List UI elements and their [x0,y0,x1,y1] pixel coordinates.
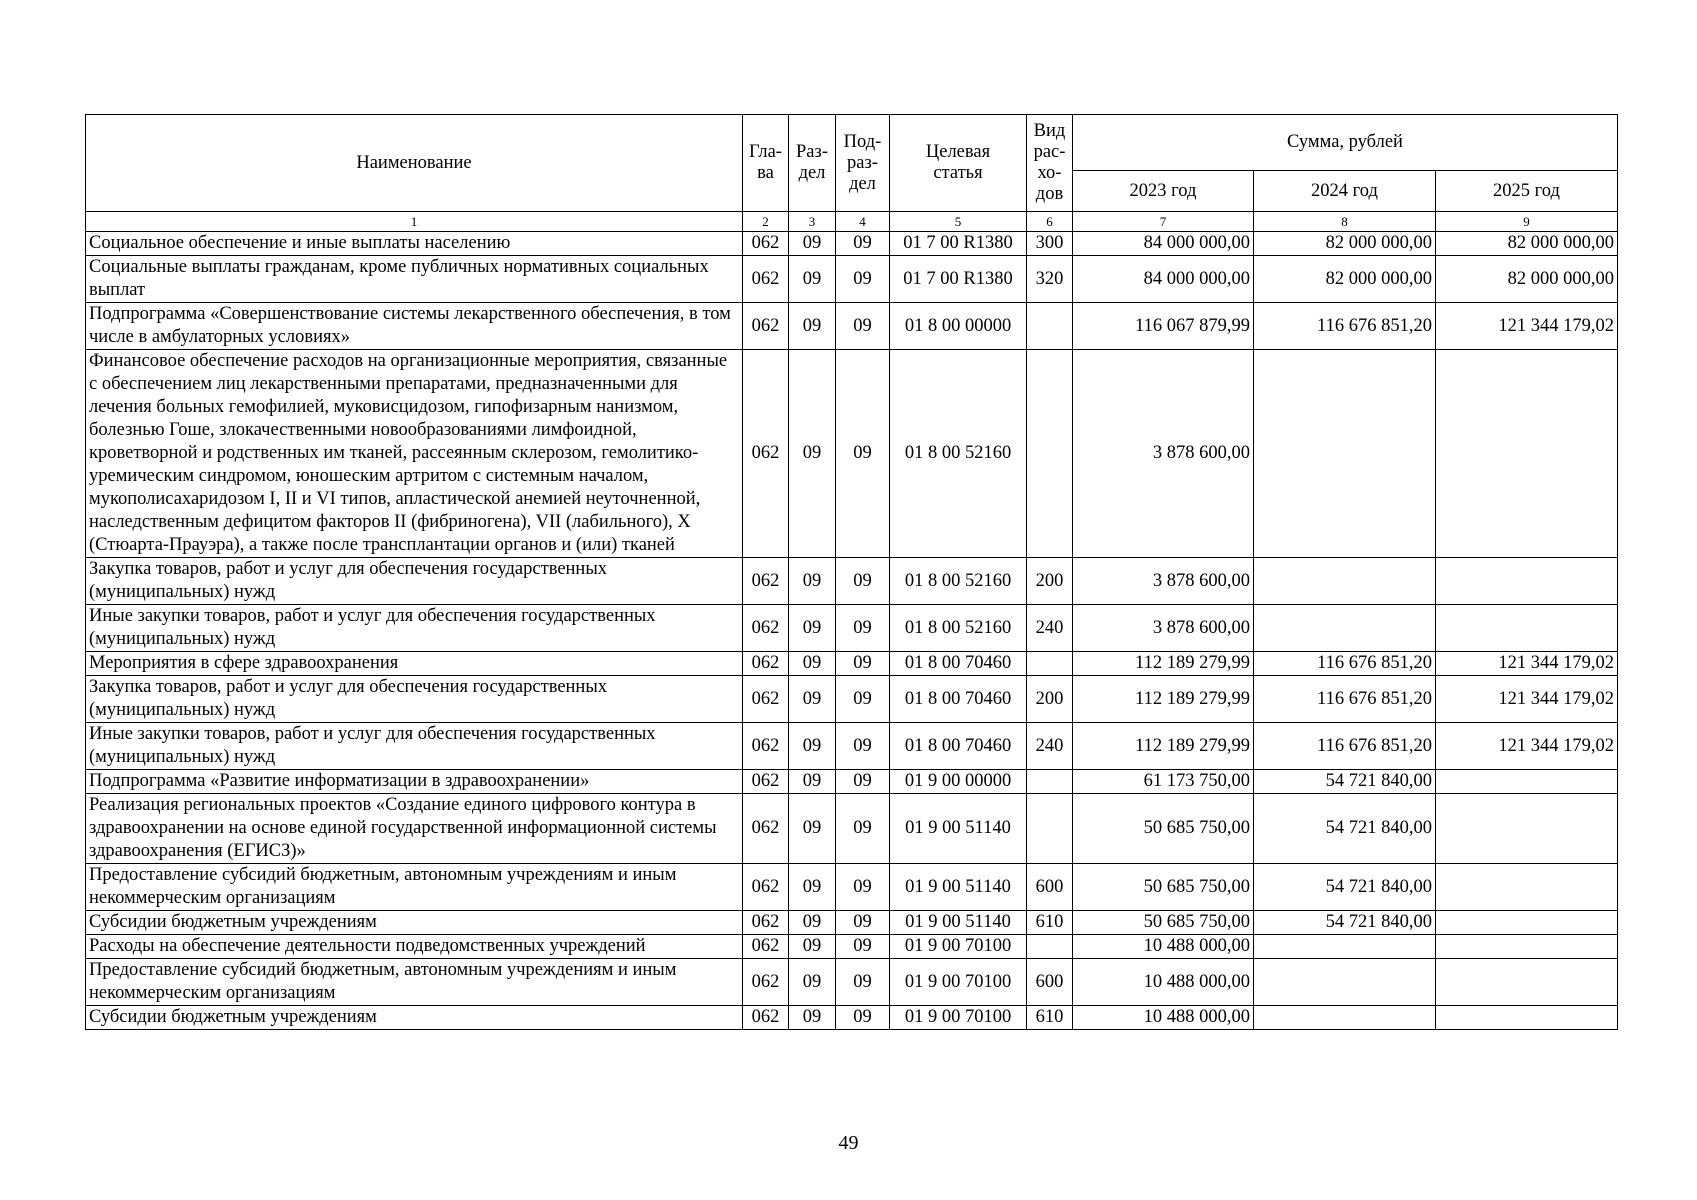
header-expense-type: Вид рас- хо- дов [1027,115,1073,212]
table-row [86,911,1618,935]
row-expense-type [1027,935,1073,959]
row-subsection: 09 [836,723,890,770]
row-amount-2024 [1254,350,1436,558]
row-subsection: 09 [836,303,890,350]
row-section: 09 [789,723,836,770]
row-expense-type [1027,770,1073,794]
row-name: Финансовое обеспечение расходов на организационные мероприятия, связанные с обеспечением лиц лекарственными препаратами, предназначенными для лечения больных гемофилией, муковисцидозом, гипофизарным нанизмом, болезнью Гоше, злокачественными новообразованиями лимфоидной, кроветворной и родственных им тканей, рассеянным склерозом, гемолитико-уремическим синдромом, юношеским артритом с системным началом, мукополисахаридозом I, II и VI типов, апластической анемией неуточненной, наследственным дефицитом факторов II (фибриногена), VII (лабильного), X (Стюарта-Прауэра), а также после трансплантации органов и (или) тканей [86,350,743,558]
budget-table [85,114,1618,1030]
row-expense-type [1027,350,1073,558]
row-amount-2024: 54 721 840,00 [1254,794,1436,864]
row-expense-type [1027,794,1073,864]
row-subsection: 09 [836,676,890,723]
header-year-2024: 2024 год [1254,171,1436,212]
column-number: 3 [789,212,836,232]
header-chapter: Гла- ва [743,115,789,212]
row-section: 09 [789,770,836,794]
row-chapter: 062 [743,935,789,959]
row-subsection: 09 [836,911,890,935]
row-amount-2024: 116 676 851,20 [1254,723,1436,770]
row-amount-2024: 116 676 851,20 [1254,652,1436,676]
row-chapter: 062 [743,794,789,864]
header-section: Раз- дел [789,115,836,212]
row-amount-2024: 82 000 000,00 [1254,232,1436,256]
row-section: 09 [789,303,836,350]
row-name: Иные закупки товаров, работ и услуг для обеспечения государственных (муниципальных) нужд [86,605,743,652]
row-chapter: 062 [743,558,789,605]
row-name: Субсидии бюджетным учреждениям [86,1006,743,1030]
row-amount-2025 [1436,1006,1618,1030]
row-target-article: 01 8 00 52160 [890,350,1027,558]
row-amount-2023: 10 488 000,00 [1073,1006,1254,1030]
row-amount-2024 [1254,1006,1436,1030]
row-amount-2024 [1254,959,1436,1006]
row-amount-2023: 10 488 000,00 [1073,959,1254,1006]
table-row [86,232,1618,256]
row-amount-2025 [1436,864,1618,911]
row-target-article: 01 9 00 51140 [890,794,1027,864]
row-subsection: 09 [836,770,890,794]
row-amount-2024 [1254,558,1436,605]
row-subsection: 09 [836,935,890,959]
row-amount-2025: 121 344 179,02 [1436,723,1618,770]
row-amount-2023: 3 878 600,00 [1073,350,1254,558]
row-target-article: 01 8 00 00000 [890,303,1027,350]
row-subsection: 09 [836,256,890,303]
row-target-article: 01 8 00 70460 [890,652,1027,676]
table-row [86,723,1618,770]
row-subsection: 09 [836,794,890,864]
row-target-article: 01 7 00 R1380 [890,256,1027,303]
column-number: 6 [1027,212,1073,232]
row-expense-type: 240 [1027,605,1073,652]
row-target-article: 01 8 00 70460 [890,723,1027,770]
table-row [86,350,1618,558]
row-target-article: 01 9 00 51140 [890,911,1027,935]
row-chapter: 062 [743,864,789,911]
row-amount-2024: 116 676 851,20 [1254,676,1436,723]
row-expense-type: 300 [1027,232,1073,256]
row-expense-type: 600 [1027,959,1073,1006]
row-amount-2025 [1436,350,1618,558]
row-target-article: 01 8 00 52160 [890,558,1027,605]
row-amount-2025 [1436,770,1618,794]
row-name: Социальные выплаты гражданам, кроме публичных нормативных социальных выплат [86,256,743,303]
row-amount-2024: 116 676 851,20 [1254,303,1436,350]
row-name: Расходы на обеспечение деятельности подведомственных учреждений [86,935,743,959]
row-amount-2023: 50 685 750,00 [1073,864,1254,911]
row-expense-type [1027,303,1073,350]
row-amount-2023: 61 173 750,00 [1073,770,1254,794]
row-chapter: 062 [743,605,789,652]
header-year-2023: 2023 год [1073,171,1254,212]
row-amount-2023: 10 488 000,00 [1073,935,1254,959]
row-amount-2023: 112 189 279,99 [1073,652,1254,676]
column-number: 2 [743,212,789,232]
row-amount-2023: 84 000 000,00 [1073,232,1254,256]
table-row [86,303,1618,350]
row-section: 09 [789,794,836,864]
row-amount-2024: 54 721 840,00 [1254,770,1436,794]
row-amount-2023: 84 000 000,00 [1073,256,1254,303]
header-year-2025: 2025 год [1436,171,1618,212]
row-amount-2023: 50 685 750,00 [1073,794,1254,864]
row-name: Иные закупки товаров, работ и услуг для обеспечения государственных (муниципальных) нужд [86,723,743,770]
row-amount-2025 [1436,558,1618,605]
column-number: 4 [836,212,890,232]
table-row [86,256,1618,303]
row-section: 09 [789,350,836,558]
row-subsection: 09 [836,652,890,676]
row-amount-2025: 121 344 179,02 [1436,303,1618,350]
row-amount-2025: 121 344 179,02 [1436,652,1618,676]
column-number-row [86,212,1618,232]
column-number: 8 [1254,212,1436,232]
row-amount-2023: 50 685 750,00 [1073,911,1254,935]
row-amount-2024: 82 000 000,00 [1254,256,1436,303]
header-subsection: Под- раз- дел [836,115,890,212]
row-subsection: 09 [836,864,890,911]
row-subsection: 09 [836,558,890,605]
row-expense-type: 610 [1027,911,1073,935]
row-amount-2025 [1436,794,1618,864]
row-amount-2025: 82 000 000,00 [1436,232,1618,256]
row-amount-2023: 112 189 279,99 [1073,676,1254,723]
row-amount-2023: 3 878 600,00 [1073,605,1254,652]
row-name: Подпрограмма «Развитие информатизации в здравоохранении» [86,770,743,794]
row-amount-2025: 82 000 000,00 [1436,256,1618,303]
row-section: 09 [789,232,836,256]
row-subsection: 09 [836,232,890,256]
table-row [86,676,1618,723]
row-amount-2023: 116 067 879,99 [1073,303,1254,350]
row-target-article: 01 9 00 51140 [890,864,1027,911]
row-name: Закупка товаров, работ и услуг для обеспечения государственных (муниципальных) нужд [86,558,743,605]
row-expense-type [1027,652,1073,676]
row-amount-2025: 121 344 179,02 [1436,676,1618,723]
row-expense-type: 200 [1027,558,1073,605]
table-row [86,652,1618,676]
row-expense-type: 610 [1027,1006,1073,1030]
header-sum: Сумма, рублей [1073,115,1618,171]
row-subsection: 09 [836,1006,890,1030]
row-chapter: 062 [743,959,789,1006]
row-section: 09 [789,864,836,911]
row-amount-2025 [1436,605,1618,652]
row-name: Социальное обеспечение и иные выплаты населению [86,232,743,256]
row-section: 09 [789,676,836,723]
row-chapter: 062 [743,1006,789,1030]
row-subsection: 09 [836,350,890,558]
row-section: 09 [789,256,836,303]
row-amount-2024 [1254,605,1436,652]
table-row [86,558,1618,605]
column-number: 7 [1073,212,1254,232]
row-amount-2025 [1436,959,1618,1006]
table-row [86,605,1618,652]
row-name: Субсидии бюджетным учреждениям [86,911,743,935]
row-amount-2023: 3 878 600,00 [1073,558,1254,605]
table-row [86,864,1618,911]
row-section: 09 [789,1006,836,1030]
row-chapter: 062 [743,350,789,558]
row-expense-type: 240 [1027,723,1073,770]
header-target-article: Целевая статья [890,115,1027,212]
row-chapter: 062 [743,911,789,935]
row-name: Предоставление субсидий бюджетным, автономным учреждениям и иным некоммерческим организациям [86,864,743,911]
column-number: 5 [890,212,1027,232]
row-section: 09 [789,558,836,605]
row-name: Предоставление субсидий бюджетным, автономным учреждениям и иным некоммерческим организациям [86,959,743,1006]
row-chapter: 062 [743,256,789,303]
row-name: Закупка товаров, работ и услуг для обеспечения государственных (муниципальных) нужд [86,676,743,723]
row-amount-2024 [1254,935,1436,959]
row-chapter: 062 [743,303,789,350]
table-row [86,794,1618,864]
row-target-article: 01 9 00 70100 [890,959,1027,1006]
row-expense-type: 600 [1027,864,1073,911]
row-amount-2025 [1436,935,1618,959]
row-section: 09 [789,911,836,935]
row-name: Мероприятия в сфере здравоохранения [86,652,743,676]
table-row [86,935,1618,959]
table-row [86,1006,1618,1030]
row-chapter: 062 [743,676,789,723]
column-number: 1 [86,212,743,232]
row-amount-2024: 54 721 840,00 [1254,911,1436,935]
row-section: 09 [789,605,836,652]
row-expense-type: 320 [1027,256,1073,303]
row-target-article: 01 8 00 52160 [890,605,1027,652]
column-number: 9 [1436,212,1618,232]
row-subsection: 09 [836,959,890,1006]
row-target-article: 01 9 00 70100 [890,935,1027,959]
row-expense-type: 200 [1027,676,1073,723]
row-chapter: 062 [743,232,789,256]
row-chapter: 062 [743,652,789,676]
row-target-article: 01 9 00 00000 [890,770,1027,794]
row-section: 09 [789,935,836,959]
table-row [86,959,1618,1006]
table-row [86,770,1618,794]
row-target-article: 01 9 00 70100 [890,1006,1027,1030]
row-target-article: 01 8 00 70460 [890,676,1027,723]
row-subsection: 09 [836,605,890,652]
row-amount-2025 [1436,911,1618,935]
row-amount-2023: 112 189 279,99 [1073,723,1254,770]
row-name: Подпрограмма «Совершенствование системы лекарственного обеспечения, в том числе в амбулаторных условиях» [86,303,743,350]
row-section: 09 [789,959,836,1006]
row-amount-2024: 54 721 840,00 [1254,864,1436,911]
row-section: 09 [789,652,836,676]
row-chapter: 062 [743,723,789,770]
page-number: 49 [838,1132,859,1154]
row-target-article: 01 7 00 R1380 [890,232,1027,256]
row-name: Реализация региональных проектов «Создание единого цифрового контура в здравоохранении на основе единой государственной информационной системы здравоохранения (ЕГИСЗ)» [86,794,743,864]
table-body [86,232,1618,1030]
header-name: Наименование [86,115,743,212]
row-chapter: 062 [743,770,789,794]
